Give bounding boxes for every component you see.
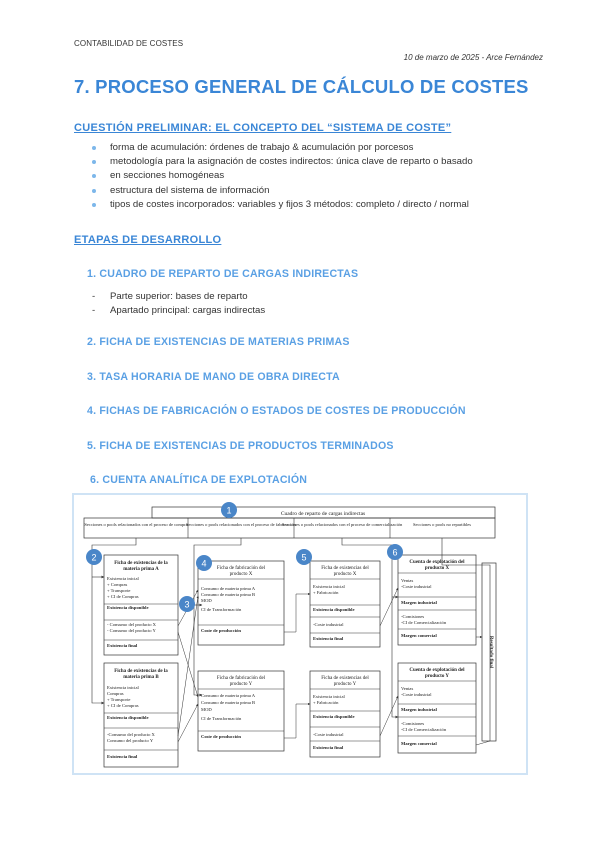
step-2: 2. FICHA DE EXISTENCIAS DE MATERIAS PRIMAS — [87, 336, 350, 348]
list-item: - Parte superior: bases de reparto — [92, 290, 265, 304]
result-label: Resultado final — [488, 635, 493, 669]
course-header: CONTABILIDAD DE COSTES — [74, 39, 184, 48]
reparto-cell-comercializacion: Secciones o pools relacionados con el proceso de comercialización — [281, 522, 403, 527]
preliminary-heading: CUESTIÓN PRELIMINAR: EL CONCEPTO DEL “SISTEMA DE COSTE” — [74, 122, 452, 134]
step-3: 3. TASA HORARIA DE MANO DE OBRA DIRECTA — [87, 371, 340, 383]
marker-6 — [387, 544, 403, 560]
reparto-title: Cuadro de reparto de cargas indirectas — [280, 511, 366, 517]
preliminary-list — [92, 141, 473, 212]
mp-a-lines: Existencia inicial + Compras + Transporte + CI de Compras Existencia disponible - Consumo del producto X - Consumo del producto Y Existencia final — [107, 576, 156, 648]
fab-x-title: Ficha de fabricación del producto X — [216, 566, 266, 577]
marker-3 — [179, 596, 195, 612]
list-item: tipos de costes incorporados: variables y fijos 3 métodos: completo / directo / normal — [92, 198, 473, 212]
list-item: estructura del sistema de información — [92, 184, 473, 198]
mp-b-title: Ficha de existencias de la materia prima B — [114, 669, 168, 680]
mp-b-lines: Existencia inicial Compras + Transporte + CI de Compras Existencia disponible -Consumo del producto X Consumo del producto Y Existencia final — [107, 685, 155, 759]
cost-process-diagram — [72, 493, 528, 775]
list-item: - Apartado principal: cargas indirectas — [92, 304, 265, 318]
reparto-cell-no-repartibles: Secciones o pools no repartibles — [413, 522, 471, 527]
pt-x-title: Ficha de existencias del producto X — [321, 566, 369, 577]
reparto-cell-compra: Secciones o pools relacionados con el proceso de compra — [84, 522, 188, 527]
pt-x-lines: Existencia inicial + Fabricación Existencia disponible -Coste industrial Existencia final — [313, 584, 355, 641]
marker-1 — [221, 502, 237, 518]
marker-2 — [86, 549, 102, 565]
ce-y-lines: Ventas -Coste industrial Margen industrial -Comisiones -CI de Comercialización Margen comercial — [401, 686, 447, 746]
reparto-cell-fabricacion: Secciones o pools relacionados con el proceso de fabricación — [186, 522, 296, 527]
svg-text:6: 6 — [392, 547, 398, 558]
diagram-svg — [74, 495, 526, 773]
ce-y-title: Cuenta de explotación del producto Y — [409, 668, 465, 679]
step1-list — [92, 290, 265, 317]
date-author: 10 de marzo de 2025 - Arce Fernández — [403, 53, 543, 62]
list-item: metodología para la asignación de costes indirectos: única clave de reparto o basado — [92, 155, 473, 169]
list-item: en secciones homogéneas — [92, 169, 473, 183]
step-1: 1. CUADRO DE REPARTO DE CARGAS INDIRECTAS — [87, 268, 359, 280]
ce-x-title: Cuenta de explotación del producto X — [409, 560, 465, 571]
step-5: 5. FICHA DE EXISTENCIAS DE PRODUCTOS TERMINADOS — [87, 440, 394, 452]
svg-text:4: 4 — [201, 558, 207, 569]
fab-y-lines: Consumo de materia prima A Consumo de materia prima B MOD CI de Transformación Coste de producción — [201, 693, 256, 739]
mp-a-title: Ficha de existencias de la materia prima A — [114, 561, 168, 572]
list-item: forma de acumulación: órdenes de trabajo & acumulación por porcesos — [92, 141, 473, 155]
fab-x-lines: Consumo de materia prima A Consumo de materia prima B MOD CI de Transformación Coste de producción — [201, 586, 256, 633]
page-title: 7. PROCESO GENERAL DE CÁLCULO DE COSTES — [74, 76, 529, 97]
svg-text:3: 3 — [184, 599, 190, 610]
reparto-table — [84, 518, 495, 538]
svg-text:5: 5 — [301, 552, 307, 563]
ce-x-lines: Ventas -Coste industrial Margen industrial -Comisiones -CI de Comercialización Margen comercial — [401, 578, 447, 638]
step-4: 4. FICHAS DE FABRICACIÓN O ESTADOS DE COSTES DE PRODUCCIÓN — [87, 405, 466, 417]
svg-text:2: 2 — [91, 552, 97, 563]
pt-y-title: Ficha de existencias del producto Y — [321, 676, 369, 687]
svg-text:1: 1 — [226, 505, 232, 516]
step-6: 6. CUENTA ANALÍTICA DE EXPLOTACIÓN — [90, 474, 308, 486]
fab-y-title: Ficha de fabricación del producto Y — [216, 676, 266, 687]
stages-heading: ETAPAS DE DESARROLLO — [74, 234, 222, 246]
pt-y-lines: Existencia inicial + Fabricación Existencia disponible -Coste industrial Existencia final — [313, 694, 355, 750]
marker-5 — [296, 549, 312, 565]
marker-4 — [196, 555, 212, 571]
